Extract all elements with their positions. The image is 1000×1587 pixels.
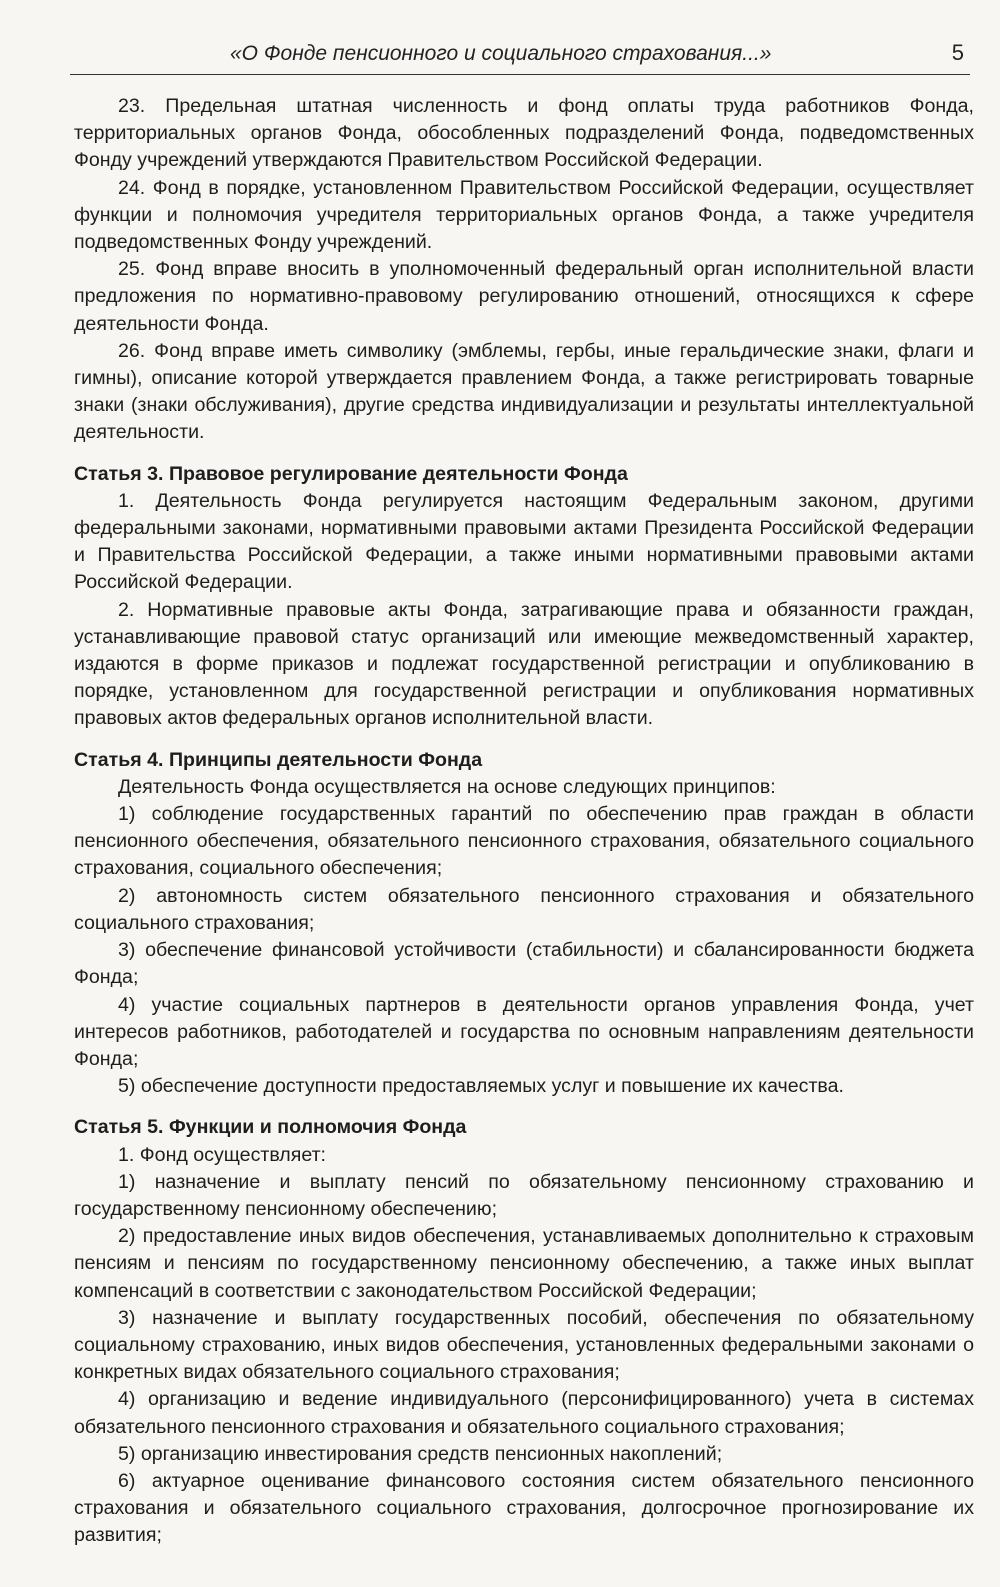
article-4-paragraph: 2) автономность систем обязательного пенсионного страхования и обязательного социального страхования;: [74, 884, 974, 934]
page-number: 5: [951, 40, 964, 65]
document-body: [74, 93, 974, 1550]
paragraph-26: 26. Фонд вправе иметь символику (эмблемы, гербы, иные геральдические знаки, флаги и гимны), описание которой утверждается правлением Фонда, а также регистрировать товарные знаки (знаки обслуживания), другие средства индивидуализации и результаты интеллектуальной деятельности.: [74, 339, 974, 444]
article-5-paragraph: 5) организацию инвестирования средств пенсионных накоплений;: [118, 1442, 723, 1465]
article-5-paragraph: 4) организацию и ведение индивидуального (персонифицированного) учета в системах обязательного пенсионного страхования и обязательного социального страхования;: [74, 1388, 974, 1438]
article-5-paragraph: 3) назначение и выплату государственных пособий, обеспечения по обязательному социальному страхованию, иных видов обеспечения, установленных федеральными законами о конкретных видах обязательного социального страхования;: [74, 1306, 974, 1384]
article-4-paragraph: 4) участие социальных партнеров в деятельности органов управления Фонда, учет интересов работников, работодателей и государства по основным направлениям деятельности Фонда;: [74, 993, 974, 1070]
article-5-paragraph: 1. Фонд осуществляет:: [118, 1143, 327, 1166]
paragraph-24: 24. Фонд в порядке, установленном Правительством Российской Федерации, осуществляет функции и полномочия учредителя территориальных органов Фонда, а также учредителя подведомственных Фонду учреждений.: [74, 176, 974, 254]
article-4-paragraph: Деятельность Фонда осуществляется на основе следующих принципов:: [118, 775, 776, 798]
article-4-paragraph: 5) обеспечение доступности предоставляемых услуг и повышение их качества.: [118, 1075, 844, 1098]
paragraph-23: 23. Предельная штатная численность и фонд оплаты труда работников Фонда, территориальных органов Фонда, обособленных подразделений Фонда, подведомственных Фонду учреждений утверждаются Правительством Российской Федерации.: [74, 95, 974, 172]
article-5-heading: Статья 5. Функции и полномочия Фонда: [74, 1116, 467, 1139]
article-3-paragraph: 2. Нормативные правовые акты Фонда, затрагивающие права и обязанности граждан, устанавливающие правовой статус организаций или имеющие межведомственный характер, издаются в форме приказов и подлежат государственной регистрации и опубликованию в порядке, установленном для государственной регистрации и опубликования нормативных правовых актов федеральных органов исполнительной власти.: [74, 598, 974, 730]
running-header: [70, 40, 970, 75]
article-5-paragraph: 2) предоставление иных видов обеспечения, устанавливаемых дополнительно к страховым пенсиям и пенсиям по государственному пенсионному обеспечению, а также иных выплат компенсаций в соответствии с законодательством Российской Федерации;: [74, 1225, 974, 1302]
article-4-paragraph: 3) обеспечение финансовой устойчивости (стабильности) и сбалансированности бюджета Фонда;: [74, 939, 974, 989]
article-4-heading: Статья 4. Принципы деятельности Фонда: [74, 748, 483, 771]
article-5-paragraph: 6) актуарное оценивание финансового состояния систем обязательного пенсионного страхования и обязательного социального страхования, долгосрочное прогнозирование их развития;: [74, 1469, 974, 1547]
paragraph-25: 25. Фонд вправе вносить в уполномоченный федеральный орган исполнительной власти предложения по нормативно-правовому регулированию отношений, относящихся к сфере деятельности Фонда.: [74, 258, 974, 335]
article-5-paragraph: 1) назначение и выплату пенсий по обязательному пенсионному страхованию и государственному пенсионному обеспечению;: [74, 1170, 974, 1220]
article-4-paragraph: 1) соблюдение государственных гарантий по обеспечению прав граждан в области пенсионного обеспечения, обязательного пенсионного страхования, обязательного социального страхования, социального обеспечения;: [74, 803, 974, 880]
running-title: «О Фонде пенсионного и социального страхования...»: [230, 42, 772, 65]
article-3-paragraph: 1. Деятельность Фонда регулируется настоящим Федеральным законом, другими федеральными законами, нормативными правовыми актами Президента Российской Федерации и Правительства Российской Федерации, а также иными нормативными правовыми актами Российской Федерации.: [74, 489, 974, 594]
article-3-heading: Статья 3. Правовое регулирование деятельности Фонда: [74, 462, 628, 485]
